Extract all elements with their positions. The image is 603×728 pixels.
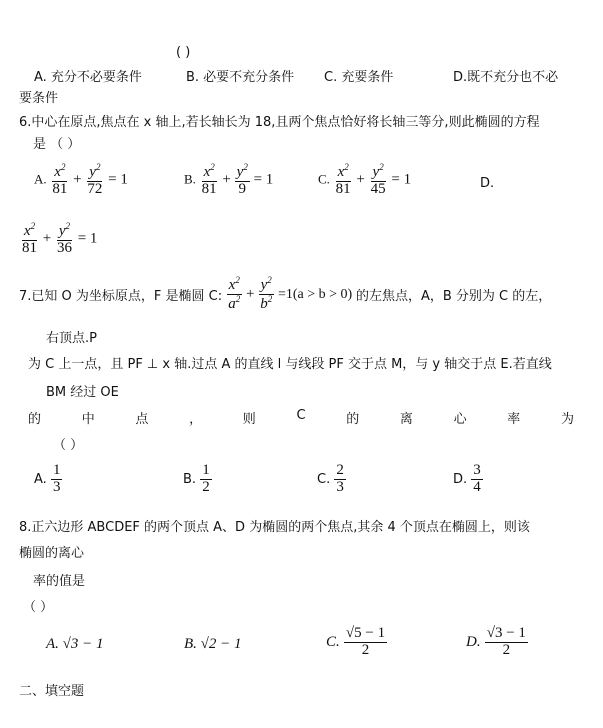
q8-option-c: C. $\frac{√5 - 1}{2}$ [326,625,386,658]
q5-paren: ( ) [176,45,191,60]
q6-option-b-label: B. [184,171,196,187]
q7-spread-char: 的 [346,412,360,427]
q7-stem-line5 [28,408,574,427]
q6-option-a-label: A. [34,171,47,187]
q7-spread-char: 率 [507,412,521,427]
q7-option-c: C. $\frac{2}{3}$ [317,462,344,495]
q7-spread-char: 则 [242,412,256,427]
q8-option-a: A. √3 − 1 [46,636,104,652]
q7-stem [19,276,551,313]
q7-option-d: D. $\frac{3}{4}$ [453,462,481,495]
q7-stem-line4: BM 经过 OE [46,385,119,400]
q8-option-d: D. $\frac{√3 - 1}{2}$ [466,625,526,658]
section-heading-fill-in: 二、填空题 [19,684,85,699]
q7-spread-char: 心 [453,412,467,427]
q7-spread-char: 点 [135,412,149,427]
q6-option-c-label: C. [318,171,330,187]
q5-option-d: D.既不充分也不必 [453,70,559,85]
q7-spread-char: 离 [399,412,413,427]
q5-option-c: C. 充要条件 [324,70,394,85]
q5-option-d-cont: 要条件 [19,91,59,106]
q8-stem-line2: 椭圆的离心 [19,546,85,561]
q7-spread-char: 为 [560,412,574,427]
q8-stem-line3: 率的值是 [33,574,86,589]
q7-spread-char: ， [189,412,203,427]
q7-stem-lead: 7.已知 O 为坐标原点，F 是椭圆 C: [19,288,223,304]
q6-option-c: C. $\frac{x^2}{81}$ + $\frac{y^2}{45}$ = 1 [318,162,412,197]
q5-option-a: A. 充分不必要条件 [34,70,142,85]
q8-option-b: B. √2 − 1 [184,636,242,652]
q6-stem: 6.中心在原点,焦点在 x 轴上,若长轴长为 18,且两个焦点恰好将长轴三等分,则此椭圆的方程 [19,115,540,130]
q6-option-a: A. $\frac{x^2}{81}$ + $\frac{y^2}{72}$ = 1 [34,162,128,197]
q6-option-d: $\frac{x^2}{81}$ + $\frac{y^2}{36}$ = 1 [22,221,98,256]
q7-stem-tail: 的左焦点，A，B 分别为 C 的左， [355,288,552,304]
q7-ellipse-equation: $\frac{x^2}{a^2}$ + $\frac{y^2}{b^2}$ =1(a > b > 0) [228,275,353,312]
q7-stem-line2: 右顶点.P [46,331,97,346]
q7-spread-char: C [296,408,306,423]
q6-option-d-label: D. [480,176,495,191]
q6-stem-cont: 是 （ ） [33,137,81,152]
q7-stem-line3: 为 C 上一点，且 PF ⊥ x 轴.过点 A 的直线 l 与线段 PF 交于点 M，与 y 轴交于点 E.若直线 [28,357,552,372]
q7-option-a: A. $\frac{1}{3}$ [34,462,61,495]
q7-option-b: B. $\frac{1}{2}$ [183,462,210,495]
q5-option-b: B. 必要不充分条件 [186,70,295,85]
q8-paren: （ ） [23,600,54,615]
q8-stem: 8.正六边形 ABCDEF 的两个顶点 A、D 为椭圆的两个焦点,其余 4 个顶点在椭圆上，则该 [19,520,530,535]
q7-spread-char: 中 [81,412,95,427]
q7-paren: （ ） [53,438,84,453]
q7-spread-char: 的 [28,412,42,427]
q6-option-b: B. $\frac{x^2}{81}$ + $\frac{y^2}{9}$ = 1 [184,162,274,197]
